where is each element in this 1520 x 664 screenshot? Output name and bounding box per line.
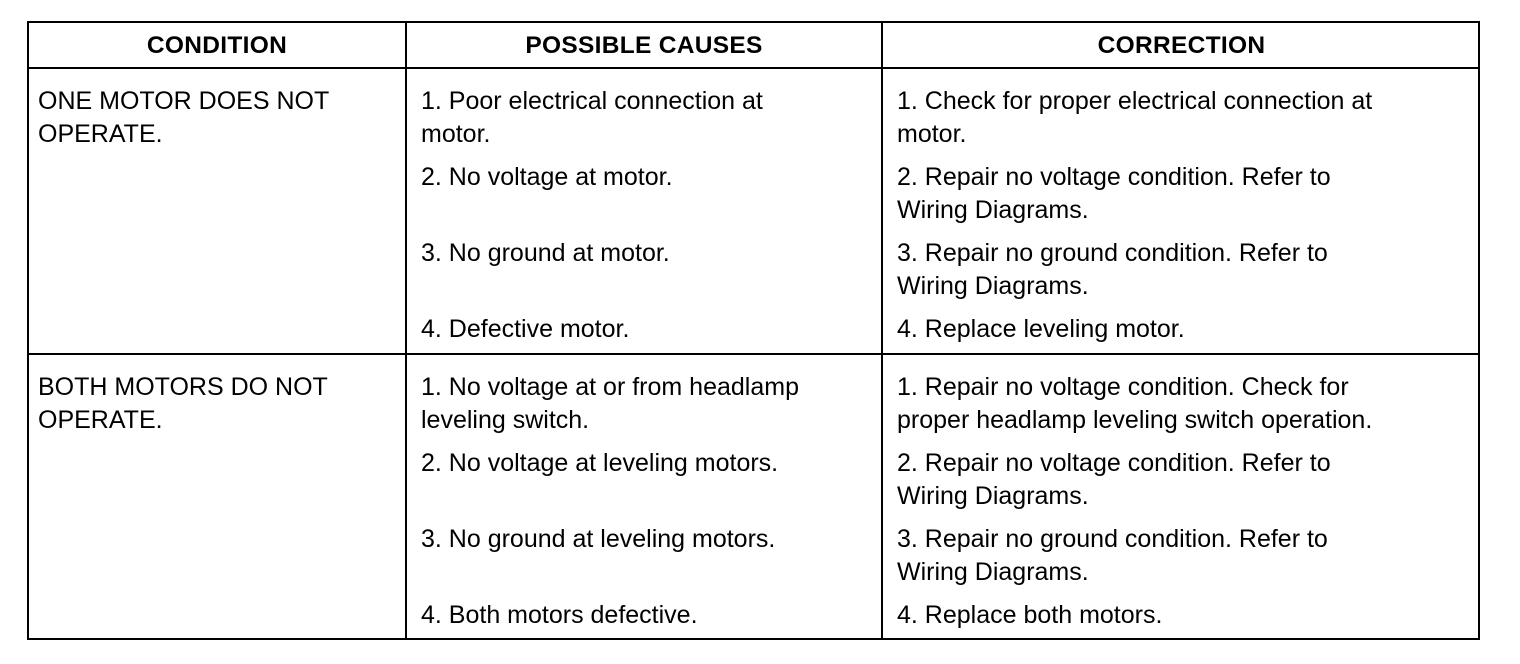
cause-line: motor. xyxy=(421,120,491,148)
correction-line: 1. Check for proper electrical connection at xyxy=(897,87,1373,115)
cause-item xyxy=(421,523,775,556)
row-divider xyxy=(29,353,1478,355)
correction-line: 2. Repair no voltage condition. Refer to xyxy=(897,449,1331,477)
correction-item xyxy=(897,85,1372,151)
correction-line: 4. Replace leveling motor. xyxy=(897,315,1185,343)
correction-line: motor. xyxy=(897,120,967,148)
correction-line: 3. Repair no ground condition. Refer to xyxy=(897,525,1328,553)
condition-cell xyxy=(38,85,329,151)
condition-line: BOTH MOTORS DO NOT xyxy=(38,373,328,401)
cause-line: 3. No ground at leveling motors. xyxy=(421,525,776,553)
correction-line: 1. Repair no voltage condition. Check for xyxy=(897,373,1349,401)
cause-item xyxy=(421,237,670,270)
cause-item xyxy=(421,599,698,632)
correction-line: Wiring Diagrams. xyxy=(897,482,1089,510)
condition-cell xyxy=(38,371,328,437)
header-possible-causes: POSSIBLE CAUSES xyxy=(525,31,763,59)
condition-line: ONE MOTOR DOES NOT xyxy=(38,87,330,115)
condition-line: OPERATE. xyxy=(38,406,163,434)
cause-item xyxy=(421,447,778,480)
cause-item xyxy=(421,85,763,151)
cause-line: 1. Poor electrical connection at xyxy=(421,87,763,115)
correction-line: 3. Repair no ground condition. Refer to xyxy=(897,239,1328,267)
cause-line: 2. No voltage at leveling motors. xyxy=(421,449,779,477)
cause-item xyxy=(421,161,673,194)
cause-item xyxy=(421,371,799,437)
cause-line: 4. Both motors defective. xyxy=(421,601,698,629)
correction-line: Wiring Diagrams. xyxy=(897,196,1089,224)
correction-line: 2. Repair no voltage condition. Refer to xyxy=(897,163,1331,191)
correction-item xyxy=(897,371,1372,437)
condition-line: OPERATE. xyxy=(38,120,163,148)
correction-item xyxy=(897,313,1185,346)
header-condition: CONDITION xyxy=(146,31,288,59)
cause-line: 1. No voltage at or from headlamp xyxy=(421,373,799,401)
correction-item xyxy=(897,237,1328,303)
diagnosis-table xyxy=(27,21,1480,640)
correction-line: 4. Replace both motors. xyxy=(897,601,1163,629)
correction-line: proper headlamp leveling switch operation. xyxy=(897,406,1373,434)
cause-line: 2. No voltage at motor. xyxy=(421,163,673,191)
correction-line: Wiring Diagrams. xyxy=(897,272,1089,300)
correction-item xyxy=(897,599,1162,632)
column-divider-2 xyxy=(881,23,883,638)
correction-item xyxy=(897,161,1331,227)
correction-line: Wiring Diagrams. xyxy=(897,558,1089,586)
cause-line: 3. No ground at motor. xyxy=(421,239,670,267)
correction-item xyxy=(897,523,1328,589)
header-correction: CORRECTION xyxy=(1097,31,1266,59)
cause-line: leveling switch. xyxy=(421,406,590,434)
cause-item xyxy=(421,313,629,346)
correction-item xyxy=(897,447,1331,513)
column-divider-1 xyxy=(405,23,407,638)
cause-line: 4. Defective motor. xyxy=(421,315,630,343)
